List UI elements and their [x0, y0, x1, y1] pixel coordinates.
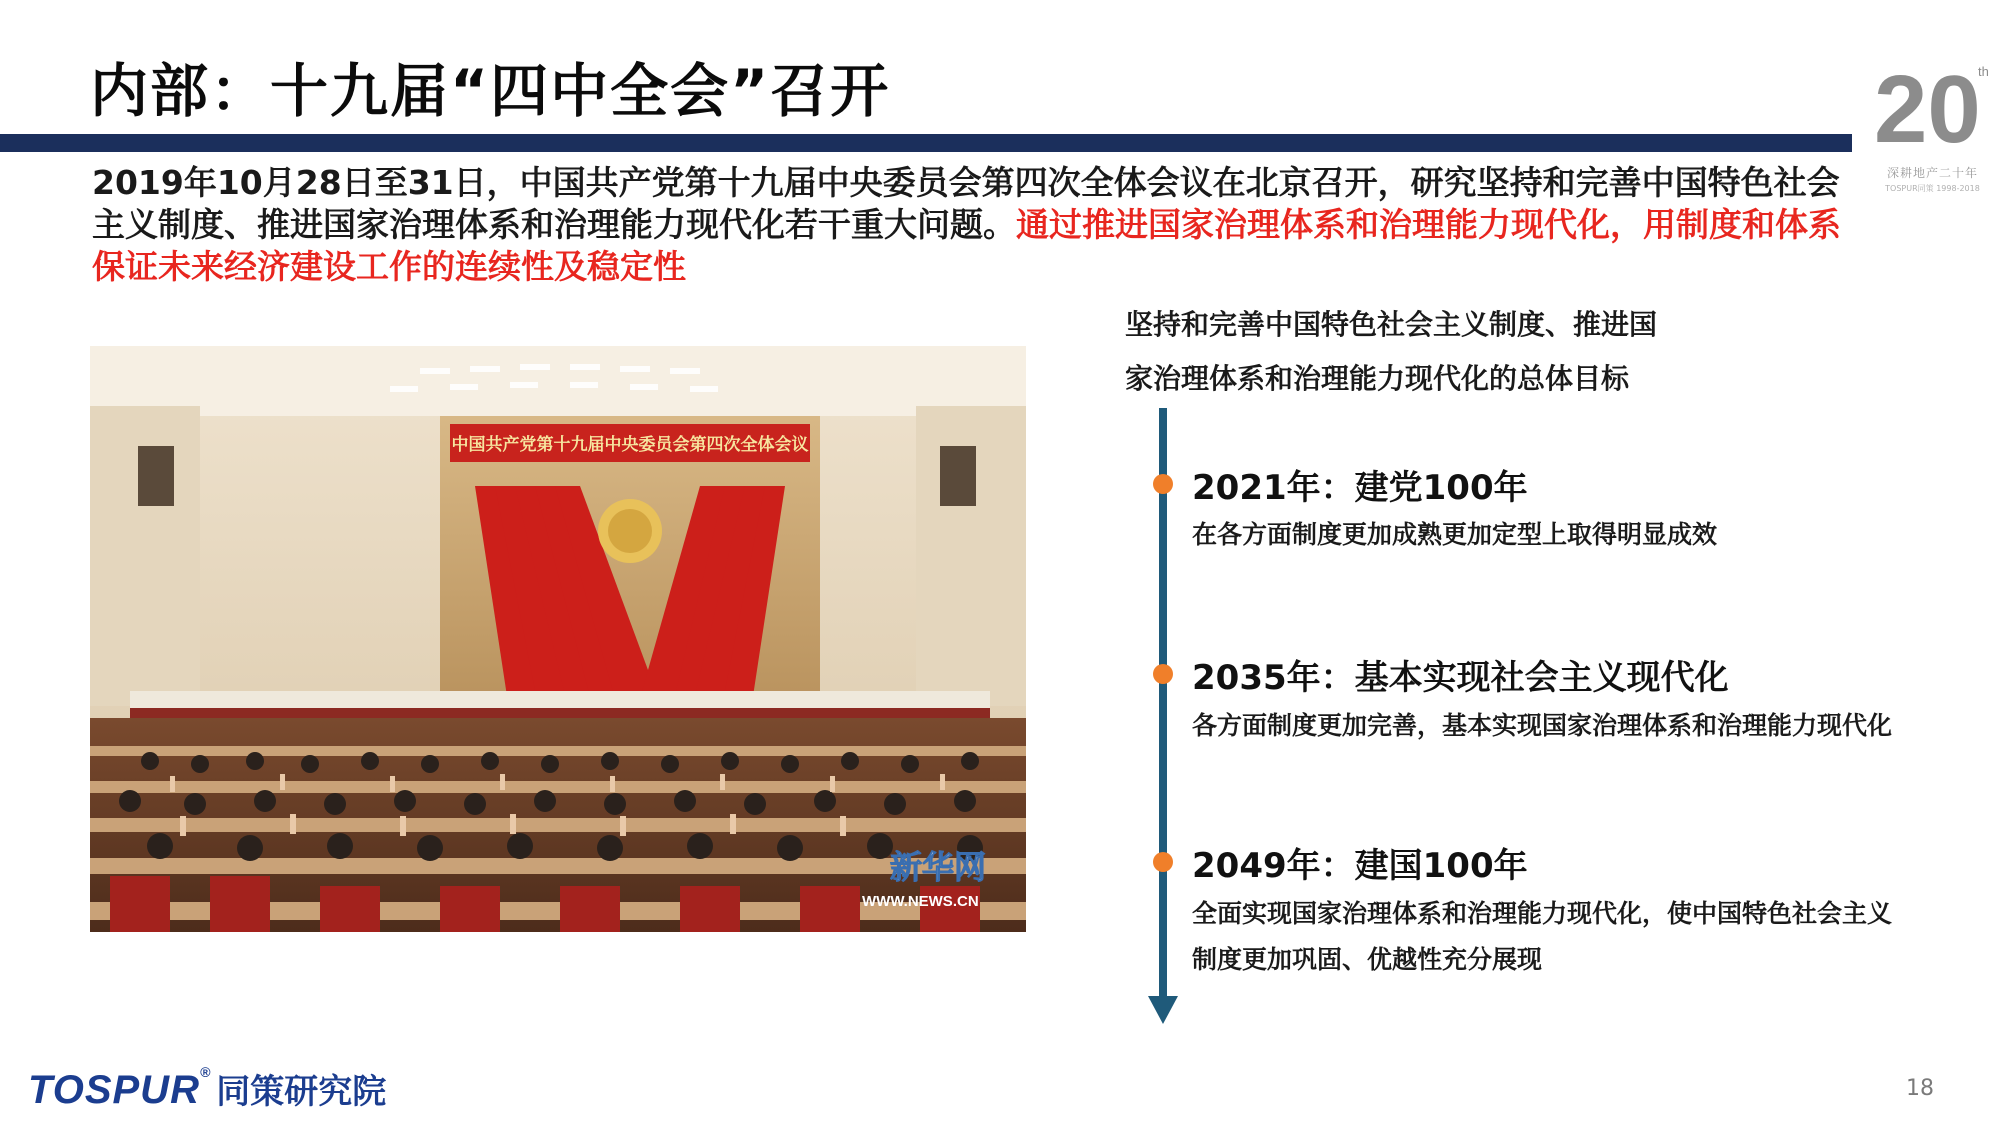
milestone-title-2021: 2021年：建党100年 — [1192, 468, 1528, 508]
anniversary-number: 20 — [1874, 56, 1981, 162]
milestone-desc-2035 — [1192, 703, 1912, 749]
page-title: 内部：十九届“四中全会”召开 — [90, 57, 891, 125]
milestone-title-2049: 2049年：建国100年 — [1192, 846, 1528, 886]
anniversary-superscript: th — [1978, 64, 1989, 79]
milestone-dot-2049 — [1153, 852, 1173, 872]
registered-mark: ® — [199, 1064, 211, 1080]
timeline-arrow-icon — [1148, 996, 1178, 1024]
photo-watermark: 新华网 — [890, 848, 987, 886]
milestone-desc-line: 制度更加巩固、优越性充分展现 — [1192, 945, 1543, 974]
brand-name: TOSPUR — [28, 1068, 200, 1112]
milestone-desc-line: 全面实现国家治理体系和治理能力现代化，使中国特色社会主义 — [1192, 899, 1893, 928]
milestone-desc-2049 — [1192, 891, 1912, 983]
timeline-line — [1159, 408, 1167, 1008]
anniversary-caption: 深耕地产二十年 — [1886, 166, 1978, 180]
goal-line-2: 家治理体系和治理能力现代化的总体目标 — [1125, 362, 1630, 395]
plenary-hall-illustration — [90, 346, 1026, 932]
twenty-emblem-icon — [1870, 42, 1995, 162]
tospur-logo — [28, 1064, 386, 1110]
plenary-session-photo — [90, 346, 1026, 932]
intro-text: 2019年10月28日至31日，中国共产党第十九届中央委员会第四次全体会议在北京召开，研究坚持和完善中国特色社会主义制度、推进国家治理体系和治理能力现代化若干重大问题。 — [92, 163, 1840, 244]
intro-paragraph — [92, 162, 1852, 288]
anniversary-subcaption: TOSPUR同策 1998-2018 — [1885, 184, 1980, 193]
milestone-desc-line: 各方面制度更加完善，基本实现国家治理体系和治理能力现代化 — [1192, 711, 1893, 740]
milestone-desc-2021 — [1192, 512, 1912, 558]
title-underline-bar — [0, 134, 1852, 152]
photo-banner: 中国共产党第十九届中央委员会第四次全体会议 — [451, 435, 809, 455]
photo-watermark-url: WWW.NEWS.CN — [862, 893, 979, 910]
milestone-title-2035: 2035年：基本实现社会主义现代化 — [1192, 658, 1729, 698]
overall-goal-text — [1125, 298, 1745, 406]
milestone-desc-line: 在各方面制度更加成熟更加定型上取得明显成效 — [1192, 520, 1718, 549]
milestone-dot-2035 — [1153, 664, 1173, 684]
goal-line-1: 坚持和完善中国特色社会主义制度、推进国 — [1125, 308, 1658, 341]
milestone-dot-2021 — [1153, 474, 1173, 494]
page-number: 18 — [1906, 1076, 1934, 1101]
institute-name: 同策研究院 — [216, 1073, 387, 1111]
anniversary-logo — [1870, 42, 1995, 202]
intro-highlight: 通过推进国家治理体系和治理能力现代化，用制度和体系保证未来经济建设工作的连续性及稳定性 — [92, 205, 1841, 286]
